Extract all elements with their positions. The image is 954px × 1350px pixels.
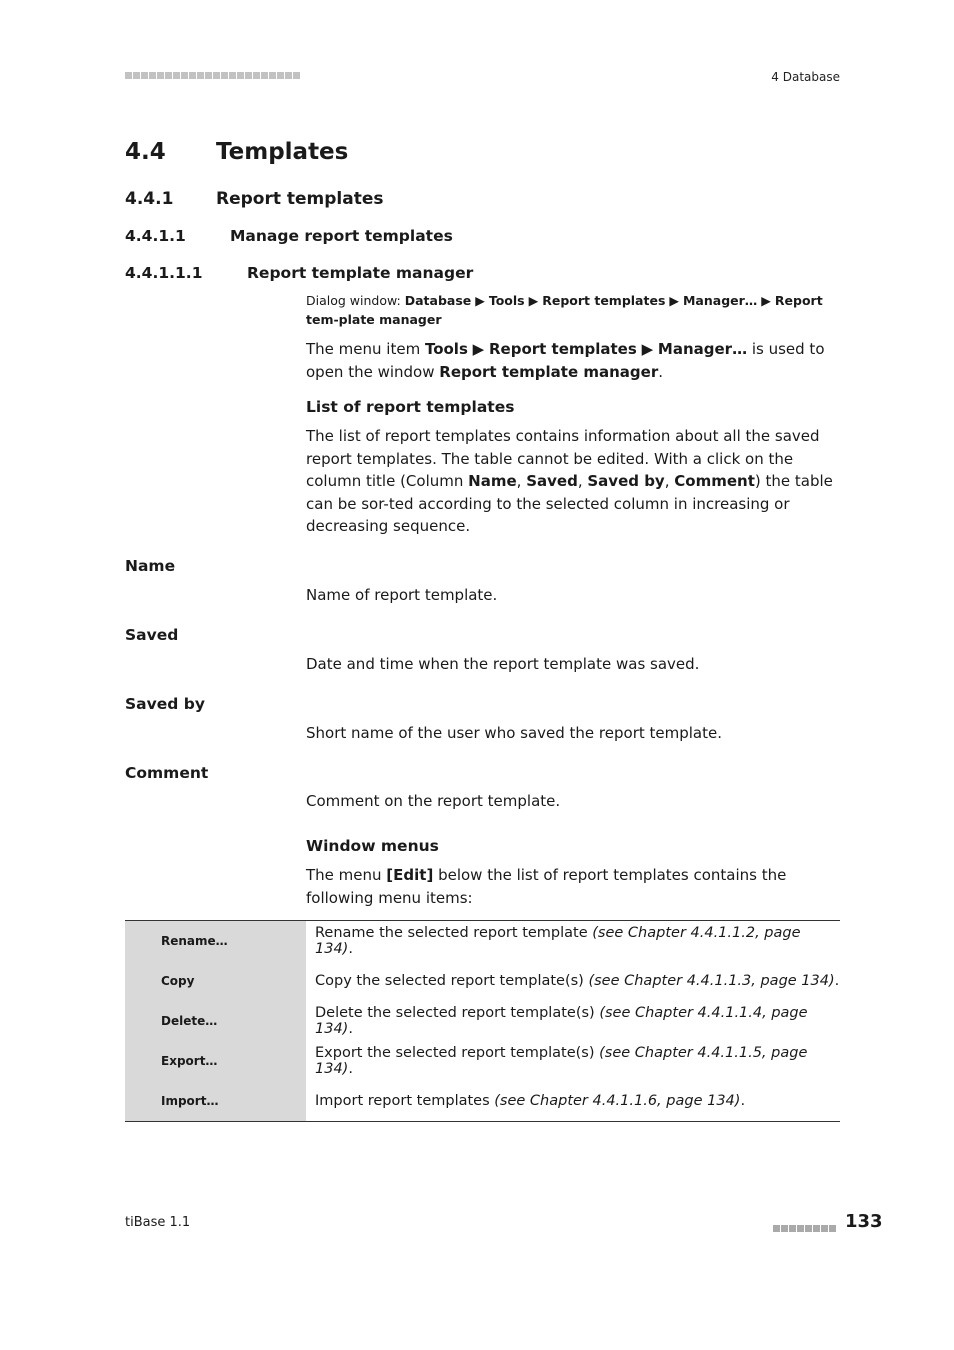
heading-number: 4.4.1.1 (125, 227, 186, 245)
menu-item-desc: Import report templates (see Chapter 4.4.1.1.6, page 134). (315, 1093, 746, 1109)
term-desc-name: Name of report template. (306, 586, 498, 604)
heading-title: Report template manager (247, 264, 474, 282)
menu-item-key: Delete… (125, 1001, 306, 1041)
header-decoration (125, 72, 301, 81)
table-row (125, 1081, 840, 1122)
menu-item-desc: Rename the selected report template (see Chapter 4.4.1.1.2, page 134). (315, 925, 801, 957)
term-saved: Saved (125, 626, 179, 644)
header-section: 4 Database (771, 70, 840, 84)
cross-reference-link[interactable]: (see Chapter 4.4.1.1.6, page 134) (494, 1093, 741, 1109)
term-desc-saved-by: Short name of the user who saved the report template. (306, 724, 722, 742)
subheading-window-menus: Window menus (306, 837, 439, 855)
heading-number: 4.4.1 (125, 189, 174, 209)
intro-paragraph: The menu item Tools ▶ Report templates ▶ Manager… is used to open the window Report template manager. (306, 340, 825, 381)
heading-4-4-1-1 (125, 227, 453, 245)
table-row (125, 1041, 840, 1081)
cross-reference-link[interactable]: (see Chapter 4.4.1.1.5, page 134) (315, 1045, 808, 1077)
heading-title: Manage report templates (230, 227, 453, 245)
cross-reference-link[interactable]: (see Chapter 4.4.1.1.4, page 134) (315, 1005, 808, 1037)
term-saved-by: Saved by (125, 695, 205, 713)
footer-product: tiBase 1.1 (125, 1215, 191, 1230)
heading-4-4-1 (125, 189, 384, 209)
footer-decoration (773, 1217, 837, 1236)
heading-number: 4.4 (125, 139, 166, 165)
menu-item-desc: Delete the selected report template(s) (see Chapter 4.4.1.1.4, page 134). (315, 1005, 808, 1037)
table-row (125, 921, 840, 962)
cross-reference-link[interactable]: (see Chapter 4.4.1.1.3, page 134) (588, 973, 835, 989)
table-row (125, 961, 840, 1001)
window-menus-paragraph: The menu [Edit] below the list of report templates contains the following menu items: (306, 866, 787, 907)
heading-4-4 (125, 139, 348, 165)
dialog-path: Dialog window: Database ▶ Tools ▶ Report templates ▶ Manager… ▶ Report tem-plate manager (306, 293, 823, 327)
heading-number: 4.4.1.1.1 (125, 264, 203, 282)
page-number: 133 (845, 1211, 883, 1232)
subheading-list: List of report templates (306, 398, 515, 416)
heading-4-4-1-1-1 (125, 264, 473, 282)
term-desc-comment: Comment on the report template. (306, 792, 561, 810)
table-row (125, 1001, 840, 1041)
menu-item-key: Export… (125, 1041, 306, 1081)
term-desc-saved: Date and time when the report template was saved. (306, 655, 700, 673)
term-name: Name (125, 557, 176, 575)
menu-item-key: Import… (125, 1081, 306, 1122)
menu-items-table (125, 920, 840, 1122)
menu-item-key: Copy (125, 961, 306, 1001)
term-comment: Comment (125, 764, 209, 782)
menu-item-key: Rename… (125, 921, 306, 962)
cross-reference-link[interactable]: (see Chapter 4.4.1.1.2, page 134) (315, 925, 801, 957)
list-paragraph: The list of report templates contains information about all the saved report templates. The table cannot be edited. With a click on the column title (Column Name, Saved, Saved by, Comment) the table can be sor-ted according to the selected column in increasing or decreasing sequence. (306, 427, 833, 536)
heading-title: Templates (216, 139, 349, 165)
heading-title: Report templates (216, 189, 384, 209)
menu-item-desc: Copy the selected report template(s) (see Chapter 4.4.1.1.3, page 134). (315, 973, 840, 989)
menu-item-desc: Export the selected report template(s) (see Chapter 4.4.1.1.5, page 134). (315, 1045, 808, 1077)
